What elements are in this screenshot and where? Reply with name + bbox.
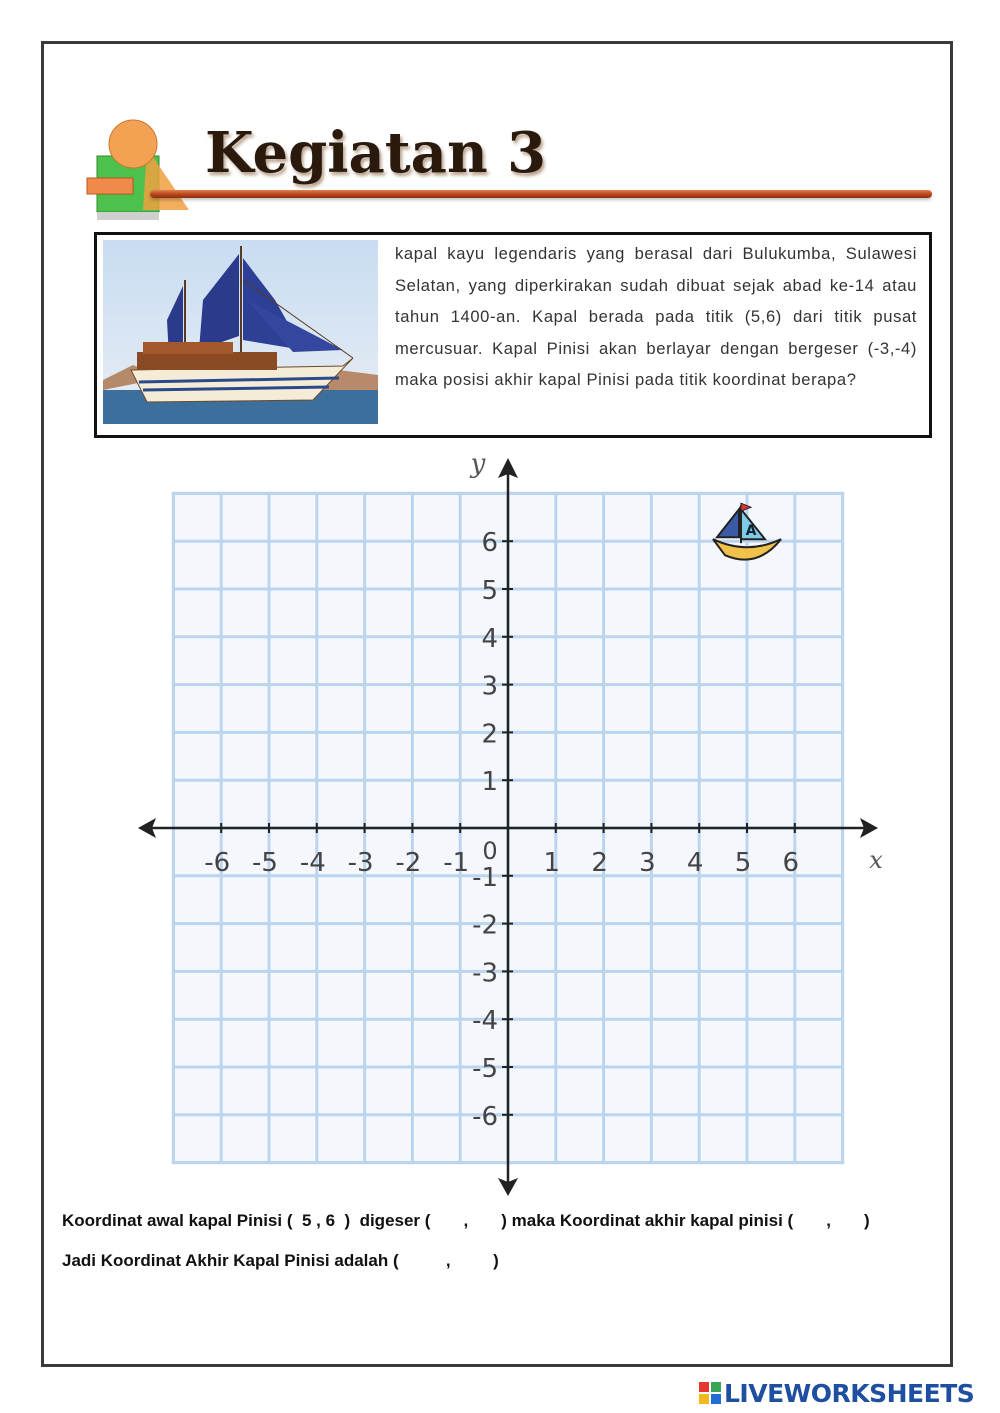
y-tick-label: -4 bbox=[472, 1006, 498, 1037]
x-tick-label: 3 bbox=[639, 848, 656, 878]
y-tick-label: -1 bbox=[472, 862, 498, 893]
y-tick-label: -6 bbox=[472, 1101, 498, 1132]
page-title: Kegiatan 3 bbox=[205, 120, 547, 186]
x-axis-label: x bbox=[869, 846, 883, 874]
x-tick-label: 6 bbox=[782, 848, 800, 878]
liveworksheets-logo-icon bbox=[698, 1381, 722, 1405]
x-tick-label: 1 bbox=[543, 848, 561, 878]
x-tick-label: -2 bbox=[395, 848, 422, 878]
story-paragraph: kapal kayu legendaris yang berasal dari Bulukumba, Sulawesi Selatan, yang diperkirakan sudah dibuat sejak abad ke-14 atau tahun 1400-an. Kapal berada pada titik (5,6) dari titik pusat mercusuar. Kapal Pinisi akan berlayar dengan bergeser (-3,-4) maka posisi akhir kapal Pinisi pada titik koordinat berapa? bbox=[395, 244, 917, 390]
story-box bbox=[94, 232, 932, 438]
origin-label: 0 bbox=[482, 837, 498, 865]
title-underline bbox=[150, 190, 932, 198]
y-tick-label: 4 bbox=[481, 623, 498, 654]
x-tick-label: 5 bbox=[734, 848, 752, 878]
coordinate-grid bbox=[130, 450, 890, 1200]
x-tick-label: 2 bbox=[591, 848, 608, 878]
y-tick-label: 1 bbox=[481, 767, 498, 798]
y-tick-label: -2 bbox=[472, 910, 498, 941]
pinisi-ship-photo bbox=[103, 240, 378, 424]
y-tick-label: 2 bbox=[481, 719, 498, 750]
question-final-line: Jadi Koordinat Akhir Kapal Pinisi adalah ( , ) bbox=[62, 1251, 499, 1270]
x-tick-label: -4 bbox=[299, 848, 326, 878]
x-tick-label: -5 bbox=[252, 848, 278, 878]
y-tick-label: -5 bbox=[472, 1054, 498, 1084]
activity-logo bbox=[85, 118, 195, 224]
point-label: A bbox=[745, 523, 757, 540]
question-shift-line: Koordinat awal kapal Pinisi ( 5 , 6 ) digeser ( , ) maka Koordinat akhir kapal pinisi ( , ) bbox=[62, 1211, 870, 1230]
x-tick-label: -6 bbox=[204, 848, 231, 878]
x-tick-label: -3 bbox=[347, 848, 374, 878]
x-tick-label: 4 bbox=[686, 848, 704, 878]
y-tick-label: 3 bbox=[481, 671, 498, 702]
x-tick-label: -1 bbox=[443, 848, 470, 878]
y-axis-label: y bbox=[470, 450, 486, 479]
y-tick-label: 5 bbox=[481, 576, 498, 606]
brand-footer bbox=[698, 1378, 974, 1408]
y-tick-label: 6 bbox=[481, 528, 498, 559]
y-tick-label: -3 bbox=[472, 958, 498, 989]
brand-name: LIVEWORKSHEETS bbox=[724, 1378, 975, 1408]
